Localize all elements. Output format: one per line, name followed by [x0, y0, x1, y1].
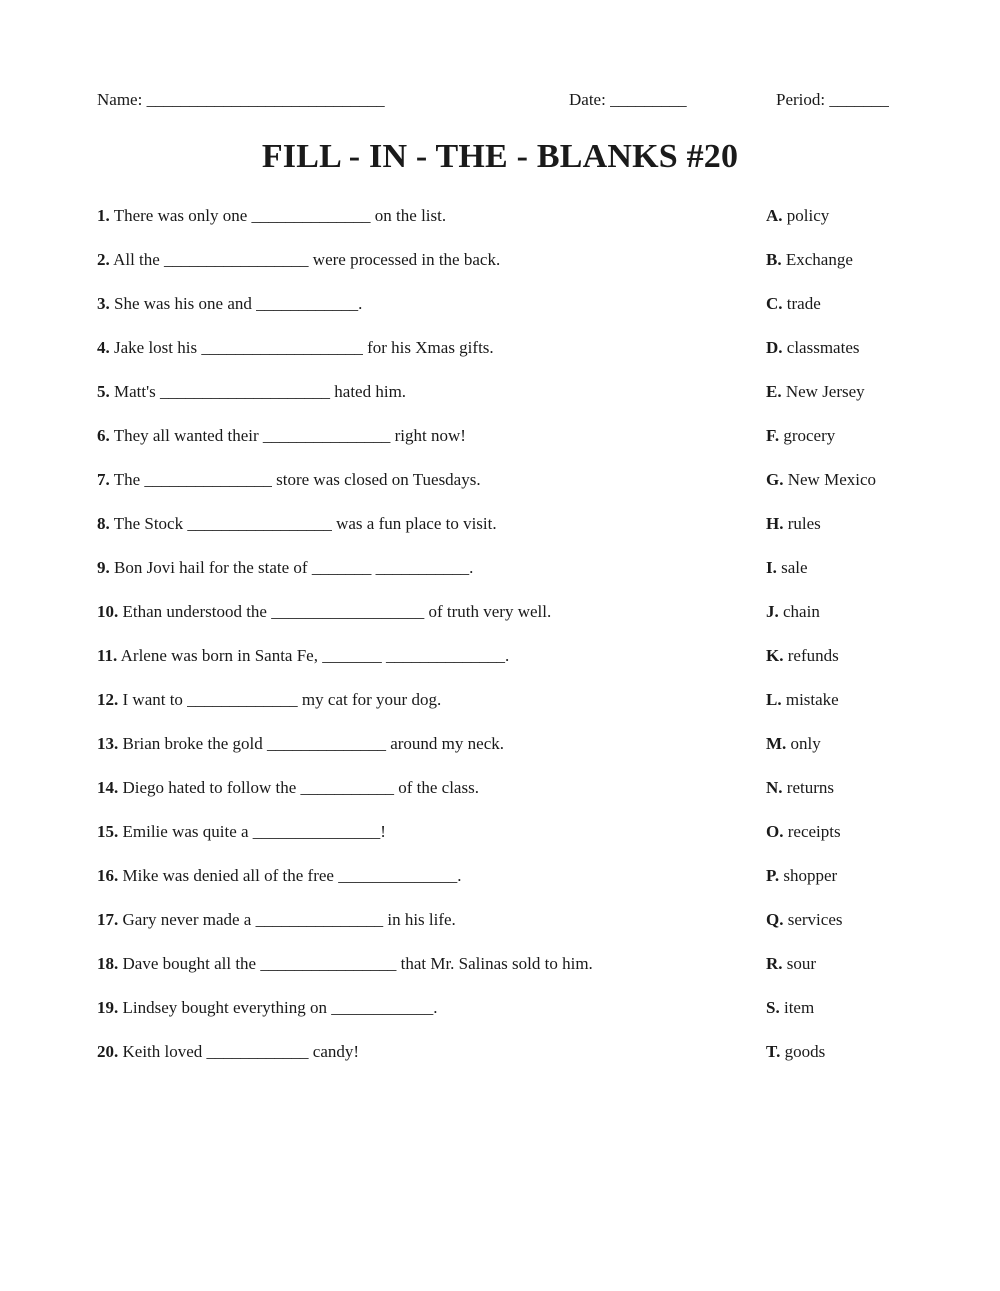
question-text: She was his one and ____________.	[114, 294, 363, 313]
question-item	[97, 908, 737, 952]
answer-letter: I.	[766, 558, 777, 577]
question-number: 6.	[97, 426, 110, 445]
question-text: Mike was denied all of the free ______________.	[122, 866, 462, 885]
answer-letter: A.	[766, 206, 783, 225]
answer-word: New Mexico	[787, 470, 877, 489]
word-bank-item	[766, 512, 966, 556]
answer-letter: R.	[766, 954, 783, 973]
worksheet-header	[97, 90, 903, 114]
question-item	[97, 468, 737, 512]
question-number: 8.	[97, 514, 110, 533]
date-field[interactable]: Date: _________	[569, 90, 687, 109]
answer-letter: M.	[766, 734, 787, 753]
question-number: 2.	[97, 250, 110, 269]
question-text: All the _________________ were processed in the back.	[113, 250, 501, 269]
answer-letter: P.	[766, 866, 780, 885]
answer-letter: S.	[766, 998, 780, 1017]
question-number: 16.	[97, 866, 119, 885]
answer-word: classmates	[786, 338, 860, 357]
word-bank-item	[766, 864, 966, 908]
question-number: 9.	[97, 558, 110, 577]
word-bank-item	[766, 292, 966, 336]
answer-letter: T.	[766, 1042, 781, 1061]
answer-word: New Jersey	[785, 382, 865, 401]
answer-letter: O.	[766, 822, 784, 841]
question-text: The Stock _________________ was a fun place to visit.	[113, 514, 497, 533]
question-number: 11.	[97, 646, 118, 665]
answer-word: mistake	[785, 690, 839, 709]
word-bank-item	[766, 424, 966, 468]
question-text: Bon Jovi hail for the state of _______ ___________.	[114, 558, 474, 577]
answer-letter: D.	[766, 338, 783, 357]
word-bank-item	[766, 556, 966, 600]
question-text: Diego hated to follow the ___________ of the class.	[122, 778, 479, 797]
answer-letter: F.	[766, 426, 780, 445]
question-text: There was only one ______________ on the list.	[113, 206, 447, 225]
question-item	[97, 688, 737, 732]
question-item	[97, 556, 737, 600]
question-text: Ethan understood the __________________ of truth very well.	[122, 602, 552, 621]
answer-word: item	[783, 998, 815, 1017]
question-number: 12.	[97, 690, 119, 709]
question-text: Gary never made a _______________ in his life.	[122, 910, 456, 929]
answer-word: rules	[787, 514, 821, 533]
question-number: 19.	[97, 998, 119, 1017]
answer-word: trade	[786, 294, 821, 313]
answer-word: grocery	[783, 426, 836, 445]
question-number: 20.	[97, 1042, 119, 1061]
question-item	[97, 1040, 737, 1084]
question-item	[97, 820, 737, 864]
word-bank	[766, 204, 966, 1084]
answer-letter: L.	[766, 690, 782, 709]
question-number: 10.	[97, 602, 119, 621]
word-bank-item	[766, 776, 966, 820]
answer-letter: C.	[766, 294, 783, 313]
question-number: 14.	[97, 778, 119, 797]
question-item	[97, 732, 737, 776]
question-text: Keith loved ____________ candy!	[122, 1042, 360, 1061]
answer-word: goods	[784, 1042, 826, 1061]
question-item	[97, 424, 737, 468]
word-bank-item	[766, 688, 966, 732]
answer-word: returns	[786, 778, 834, 797]
word-bank-item	[766, 380, 966, 424]
question-number: 15.	[97, 822, 119, 841]
answer-letter: B.	[766, 250, 782, 269]
word-bank-item	[766, 600, 966, 644]
answer-letter: H.	[766, 514, 784, 533]
answer-letter: G.	[766, 470, 784, 489]
question-number: 18.	[97, 954, 119, 973]
word-bank-item	[766, 820, 966, 864]
question-item	[97, 864, 737, 908]
answer-word: sale	[781, 558, 808, 577]
period-field[interactable]: Period: _______	[776, 90, 889, 109]
question-number: 5.	[97, 382, 110, 401]
question-number: 4.	[97, 338, 110, 357]
question-text: I want to _____________ my cat for your dog.	[122, 690, 442, 709]
word-bank-item	[766, 248, 966, 292]
question-item	[97, 380, 737, 424]
word-bank-item	[766, 952, 966, 996]
word-bank-item	[766, 1040, 966, 1084]
answer-letter: E.	[766, 382, 782, 401]
question-number: 17.	[97, 910, 119, 929]
question-item	[97, 996, 737, 1040]
question-item	[97, 336, 737, 380]
answer-letter: J.	[766, 602, 779, 621]
question-text: Lindsey bought everything on ____________.	[122, 998, 438, 1017]
question-number: 3.	[97, 294, 110, 313]
question-text: Jake lost his ___________________ for his Xmas gifts.	[114, 338, 494, 357]
answer-word: chain	[783, 602, 820, 621]
word-bank-item	[766, 996, 966, 1040]
question-item	[97, 512, 737, 556]
word-bank-item	[766, 336, 966, 380]
question-item	[97, 204, 737, 248]
question-item	[97, 644, 737, 688]
page-title: FILL - IN - THE - BLANKS #20	[261, 138, 739, 175]
question-text: The _______________ store was closed on Tuesdays.	[113, 470, 481, 489]
question-text: Dave bought all the ________________ that Mr. Salinas sold to him.	[122, 954, 593, 973]
question-item	[97, 776, 737, 820]
question-item	[97, 600, 737, 644]
question-text: They all wanted their _______________ right now!	[113, 426, 466, 445]
word-bank-item	[766, 732, 966, 776]
answer-word: Exchange	[785, 250, 853, 269]
question-item	[97, 952, 737, 996]
word-bank-item	[766, 908, 966, 952]
answer-word: only	[790, 734, 821, 753]
word-bank-item	[766, 644, 966, 688]
question-item	[97, 292, 737, 336]
answer-word: refunds	[787, 646, 839, 665]
question-text: Arlene was born in Santa Fe, _______ ______________.	[120, 646, 510, 665]
question-number: 7.	[97, 470, 110, 489]
answer-letter: N.	[766, 778, 783, 797]
answer-word: sour	[786, 954, 817, 973]
answer-letter: Q.	[766, 910, 784, 929]
question-text: Brian broke the gold ______________ around my neck.	[122, 734, 504, 753]
question-list	[97, 204, 737, 1084]
answer-word: services	[787, 910, 843, 929]
question-item	[97, 248, 737, 292]
answer-word: receipts	[787, 822, 841, 841]
name-field[interactable]: Name: ____________________________	[97, 90, 385, 109]
answer-word: policy	[786, 206, 830, 225]
question-text: Matt's ____________________ hated him.	[114, 382, 407, 401]
word-bank-item	[766, 204, 966, 248]
answer-word: shopper	[783, 866, 838, 885]
question-number: 1.	[97, 206, 110, 225]
question-text: Emilie was quite a _______________!	[122, 822, 386, 841]
answer-letter: K.	[766, 646, 784, 665]
question-number: 13.	[97, 734, 119, 753]
word-bank-item	[766, 468, 966, 512]
